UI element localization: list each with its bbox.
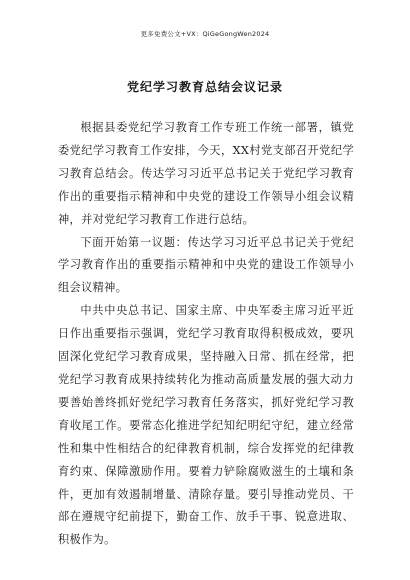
document-title: 党纪学习教育总结会议记录 (126, 80, 283, 94)
document-body (58, 117, 354, 552)
header-note: 更多免费公文+VX：QiGeGongWen2024 (140, 30, 270, 38)
paragraph: 中共中央总书记、国家主席、中央军委主席习近平近日作出重要指示强调，党纪学习教育取得积极成效，要巩固深化党纪学习教育成果，坚持融入日常、抓在经常，把党纪学习教育成果持续转化为推动高质量发展的强大动力要善始善终抓好党纪学习教育任务落实，抓好党纪学习教育收尾工作。要常态化推进学纪知纪明纪守纪，建立经常性和集中性相结合的纪律教育机制，综合发挥党的纪律教育约束、保障激励作用。要着力铲除腐败滋生的土壤和条件，更加有效遏制增量、清除存量。要引导推动党员、干部在遵规守纪前提下，勤奋工作、放手干事、锐意进取、积极作为。 (58, 304, 354, 547)
paragraph: 下面开始第一议题：传达学习习近平总书记关于党纪学习教育作出的重要指示精神和中央党的建设工作领导小组会议精神。 (58, 235, 354, 295)
paragraph: 根据县委党纪学习教育工作专班工作统一部署，镇党委党纪学习教育工作安排，今天，XX村党支部召开党纪学习教育总结会。传达学习习近平总书记关于党纪学习教育作出的重要指示精神和中央党的建设工作领导小组会议精神，并对党纪学习教育工作进行总结。 (58, 121, 354, 226)
